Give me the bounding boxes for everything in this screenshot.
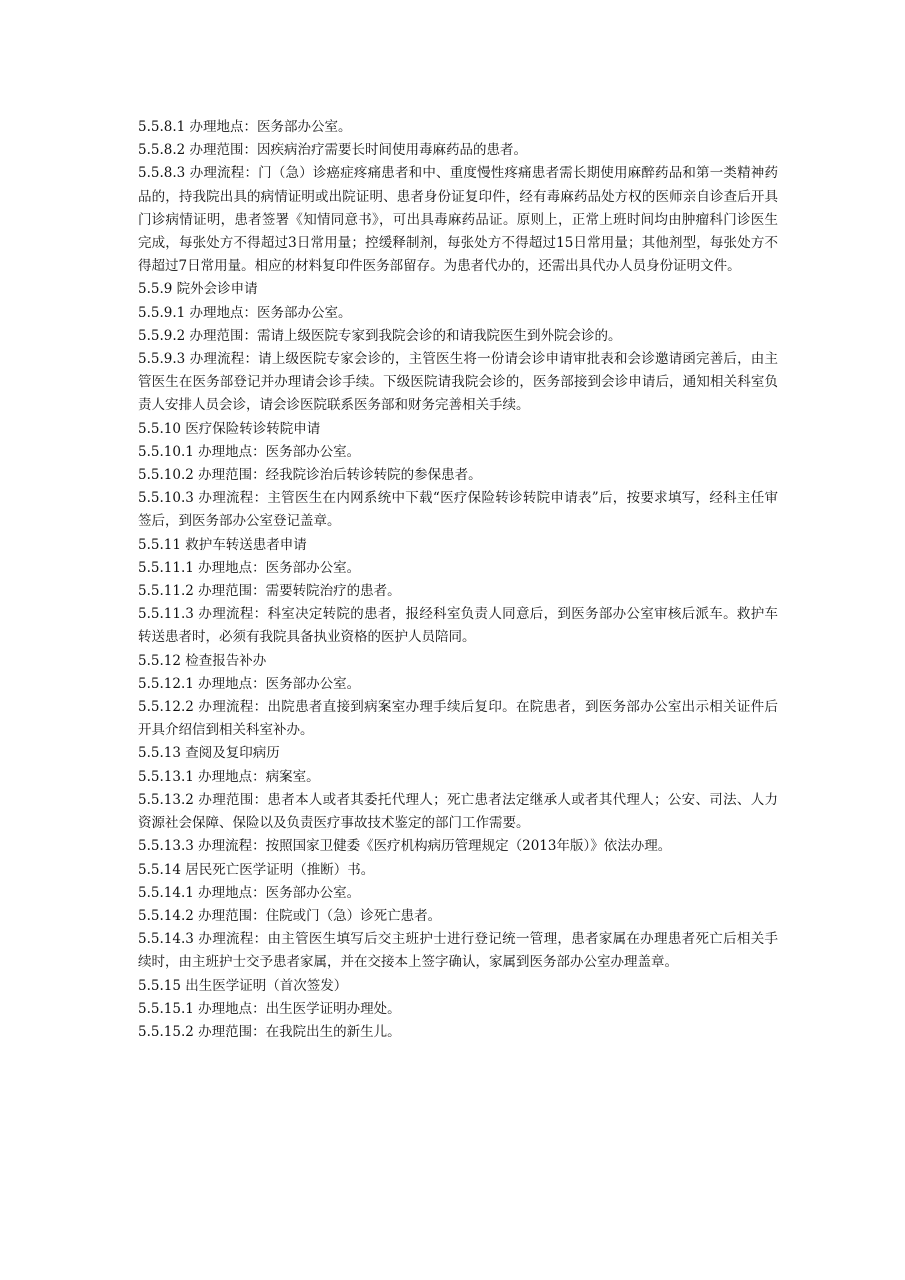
paragraph-5-5-10-3: 5.5.10.3 办理流程：主管医生在内网系统中下载“医疗保险转诊转院申请表”后，按要求填写，经科主任审签后，到医务部办公室登记盖章。 xyxy=(138,490,778,530)
document-body xyxy=(138,116,778,1044)
paragraph-5-5-9-1: 5.5.9.1 办理地点：医务部办公室。 xyxy=(138,304,352,321)
paragraph-5-5-13-2: 5.5.13.2 办理范围：患者本人或者其委托代理人；死亡患者法定继承人或者其代理人；公安、司法、人力资源社会保障、保险以及负责医疗事故技术鉴定的部门工作需要。 xyxy=(138,791,778,832)
section-heading-5-5-12: 5.5.12 检查报告补办 xyxy=(138,652,267,669)
paragraph-5-5-15-2: 5.5.15.2 办理范围：在我院出生的新生儿。 xyxy=(138,1023,401,1040)
section-heading-5-5-10: 5.5.10 医疗保险转诊转院申请 xyxy=(138,420,321,437)
paragraph-5-5-11-2: 5.5.11.2 办理范围：需要转院治疗的患者。 xyxy=(138,583,401,600)
paragraph-5-5-12-2: 5.5.12.2 办理流程：出院患者直接到病案室办理手续后复印。在院患者，到医务部办公室出示相关证件后开具介绍信到相关科室补办。 xyxy=(138,699,778,739)
paragraph-5-5-8-3: 5.5.8.3 办理流程：门（急）诊癌症疼痛患者和中、重度慢性疼痛患者需长期使用麻醉药品和第一类精神药品的，持我院出具的病情证明或出院证明、患者身份证复印件，经有毒麻药品处方权的医师亲自诊查后开具门诊病情证明，患者签署《知情同意书》，可出具毒麻药品证。原则上，正常上班时间均由肿瘤科门诊医生完成，每张处方不得超过3日常用量；控缓释制剂，每张处方不得超过15日常用量；其他剂型，每张处方不得超过7日常用量。相应的材料复印件医务部留存。为患者代办的，还需出具代办人员身份证明文件。 xyxy=(138,165,778,275)
paragraph-5-5-15-1: 5.5.15.1 办理地点：出生医学证明办理处。 xyxy=(138,1000,401,1017)
section-heading-5-5-14: 5.5.14 居民死亡医学证明（推断）书。 xyxy=(138,861,375,878)
paragraph-5-5-14-1: 5.5.14.1 办理地点：医务部办公室。 xyxy=(138,884,361,901)
paragraph-5-5-13-3: 5.5.13.3 办理流程：按照国家卫健委《医疗机构病历管理规定（2013年版）》依法办理。 xyxy=(138,838,672,855)
paragraph-5-5-14-2: 5.5.14.2 办理范围：住院或门（急）诊死亡患者。 xyxy=(138,907,442,924)
paragraph-5-5-9-3: 5.5.9.3 办理流程：请上级医院专家会诊的，主管医生将一份请会诊申请审批表和会诊邀请函完善后，由主管医生在医务部登记并办理请会诊手续。下级医院请我院会诊的，医务部接到会诊申请后，通知相关科室负责人安排人员会诊，请会诊医院联系医务部和财务完善相关手续。 xyxy=(138,351,778,414)
paragraph-5-5-14-3: 5.5.14.3 办理流程：由主管医生填写后交主班护士进行登记统一管理，患者家属在办理患者死亡后相关手续时，由主班护士交予患者家属，并在交接本上签字确认，家属到医务部办公室办理盖章。 xyxy=(138,931,778,971)
section-heading-5-5-9: 5.5.9 院外会诊申请 xyxy=(138,281,258,298)
paragraph-5-5-10-2: 5.5.10.2 办理范围：经我院诊治后转诊转院的参保患者。 xyxy=(138,467,482,484)
paragraph-5-5-11-3: 5.5.11.3 办理流程：科室决定转院的患者，报经科室负责人同意后，到医务部办公室审核后派车。救护车转送患者时，必须有我院具备执业资格的医护人员陪同。 xyxy=(138,606,778,646)
paragraph-5-5-9-2: 5.5.9.2 办理范围：需请上级医院专家到我院会诊的和请我院医生到外院会诊的。 xyxy=(138,327,622,344)
section-heading-5-5-15: 5.5.15 出生医学证明（首次签发） xyxy=(138,977,348,994)
paragraph-5-5-8-2: 5.5.8.2 办理范围：因疾病治疗需要长时间使用毒麻药品的患者。 xyxy=(138,142,528,159)
paragraph-5-5-12-1: 5.5.12.1 办理地点：医务部办公室。 xyxy=(138,675,361,692)
section-heading-5-5-13: 5.5.13 查阅及复印病历 xyxy=(138,745,280,762)
paragraph-5-5-13-1: 5.5.13.1 办理地点：病案室。 xyxy=(138,768,320,785)
paragraph-5-5-11-1: 5.5.11.1 办理地点：医务部办公室。 xyxy=(138,559,361,576)
paragraph-5-5-8-1: 5.5.8.1 办理地点：医务部办公室。 xyxy=(138,119,352,135)
paragraph-5-5-10-1: 5.5.10.1 办理地点：医务部办公室。 xyxy=(138,443,361,460)
section-heading-5-5-11: 5.5.11 救护车转送患者申请 xyxy=(138,536,307,553)
